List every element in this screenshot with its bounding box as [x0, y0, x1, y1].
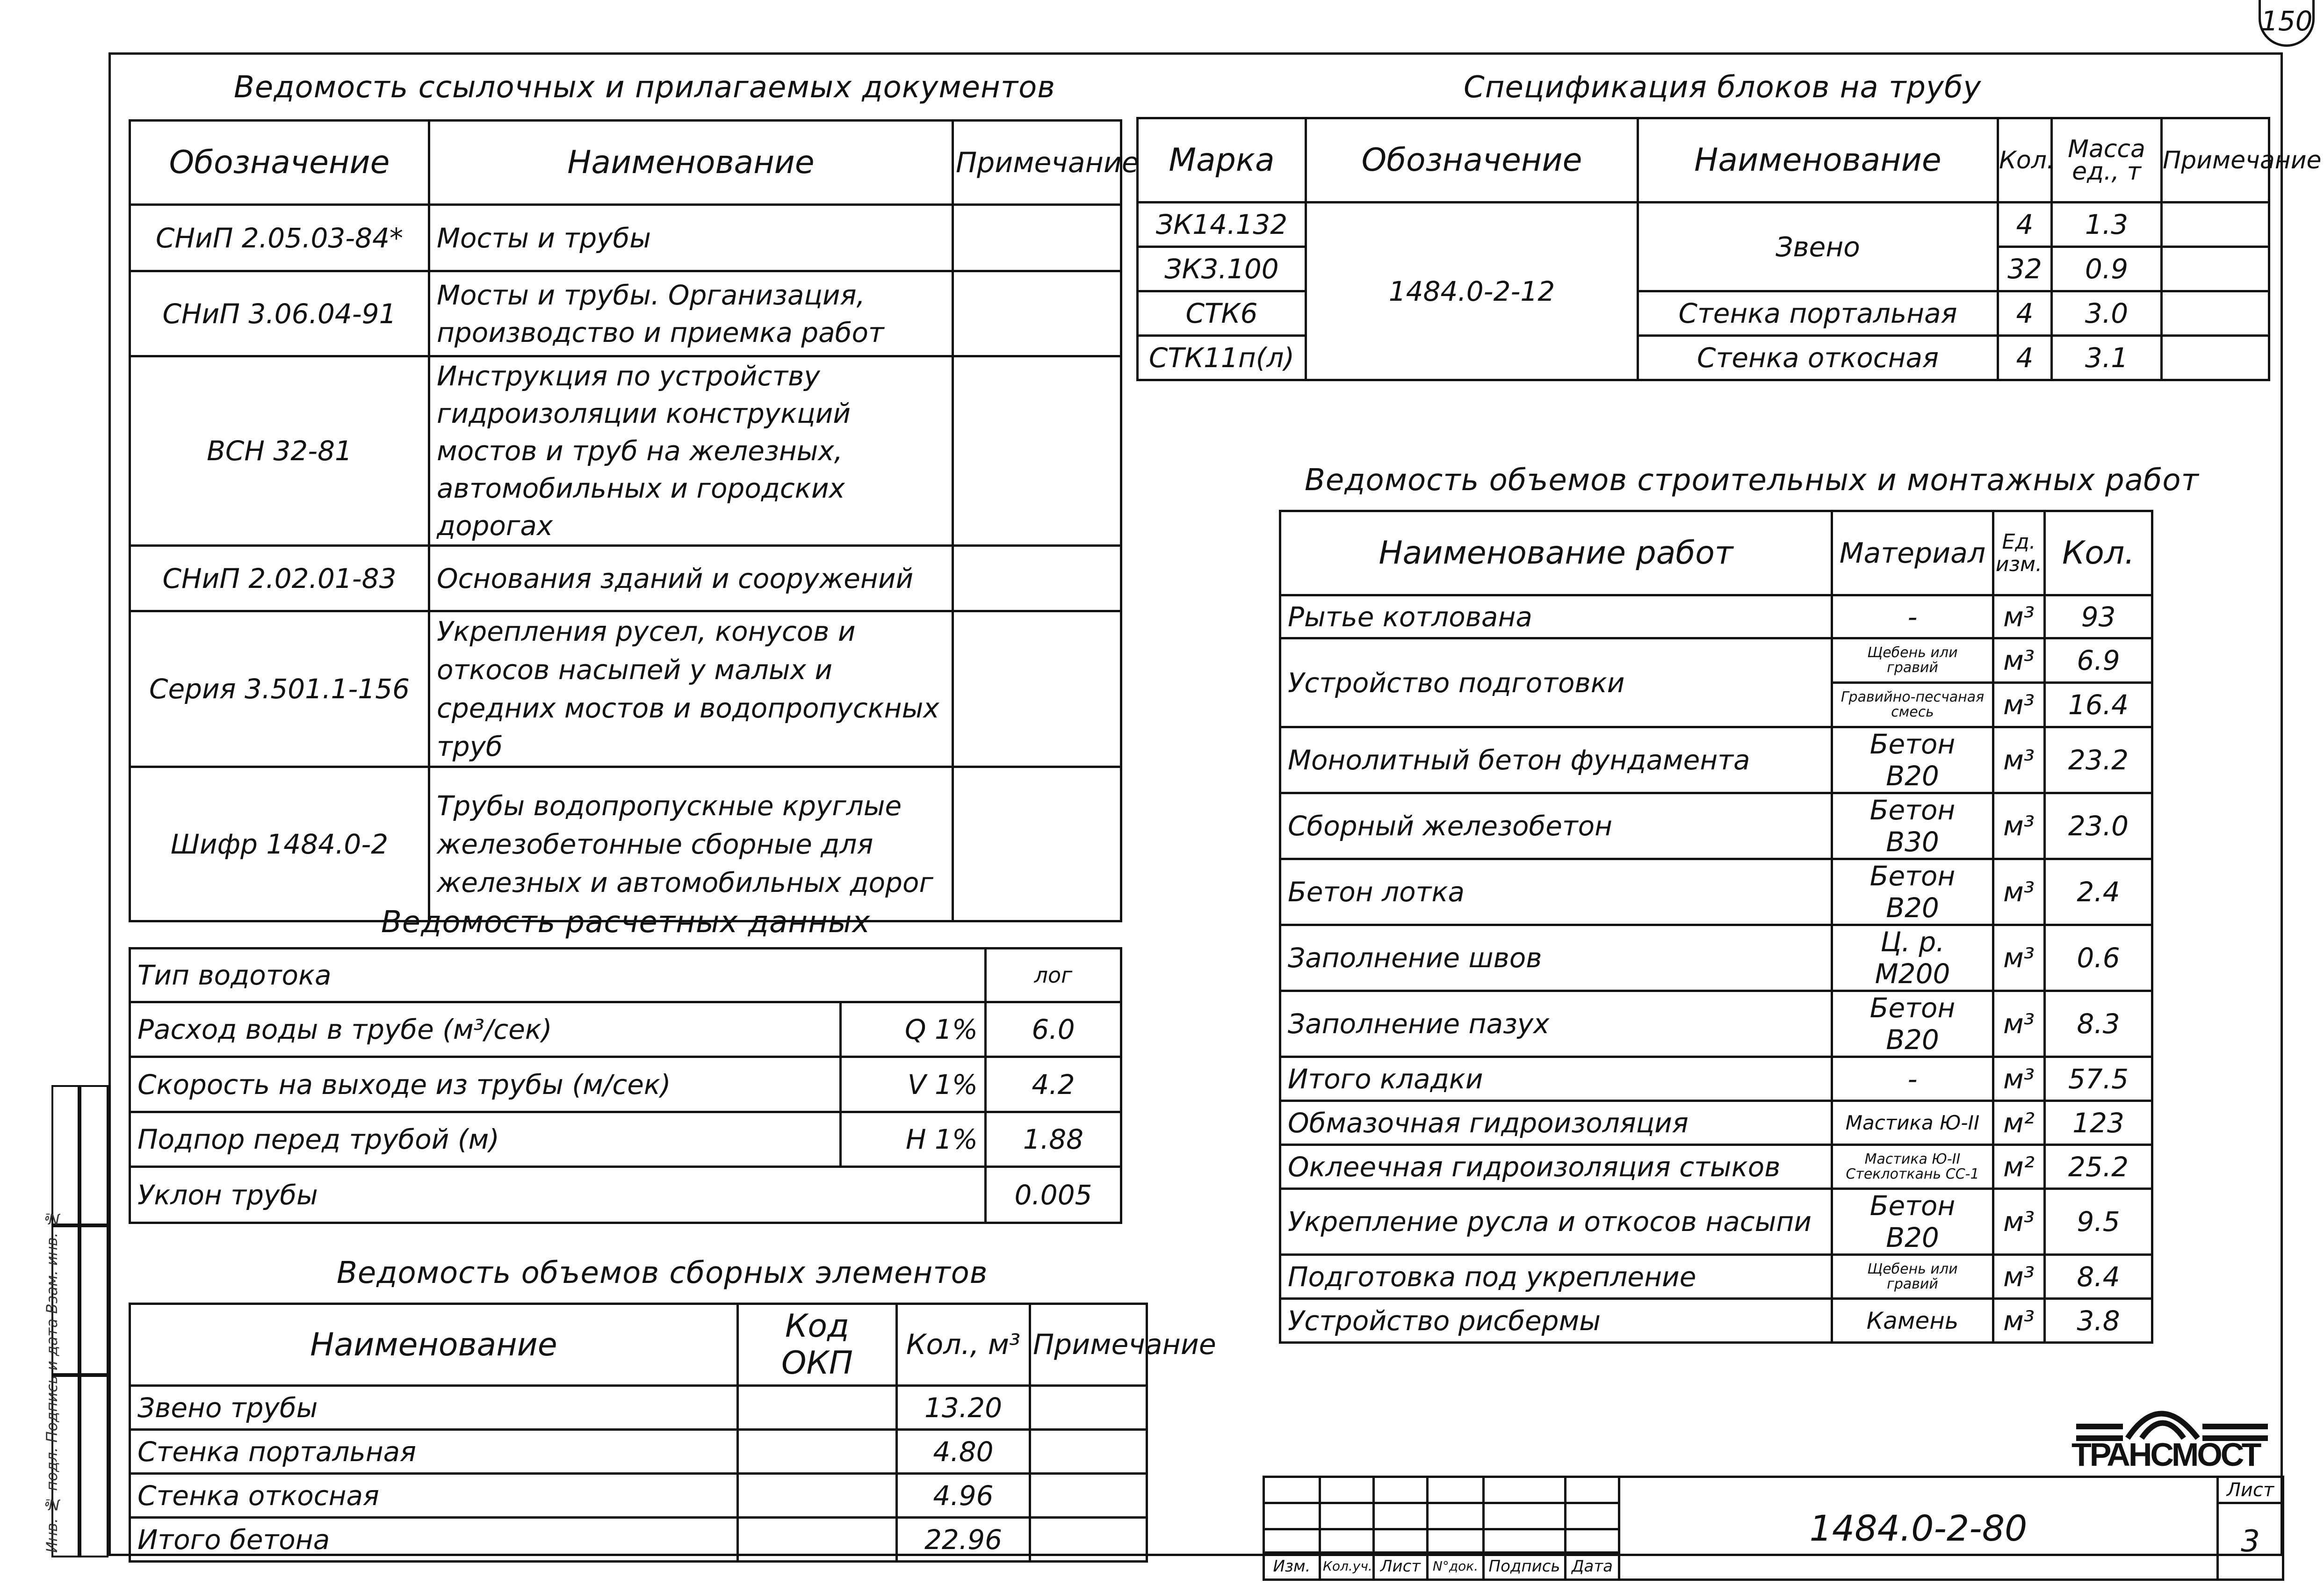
spec-note: [2162, 247, 2269, 291]
prefab-note: [1030, 1474, 1147, 1518]
table-row: [1280, 793, 2152, 859]
work-unit: м³: [1993, 793, 2045, 859]
spec-name: Стенка откосная: [1638, 336, 1998, 380]
table-row: [1280, 638, 2152, 683]
work-unit: м²: [1993, 1101, 2045, 1145]
work-name: Бетон лотка: [1280, 859, 1832, 925]
tb-col-koluch: Кол.уч.: [1320, 1553, 1374, 1580]
calc-table: [129, 947, 1122, 1224]
calc-value: 4.2: [986, 1057, 1121, 1112]
table-row: [130, 1474, 1147, 1518]
spec-qty: 4: [1998, 203, 2052, 247]
spec-table: [1136, 117, 2322, 381]
table-row: [1280, 1299, 2152, 1343]
prefab-header-okp: Код ОКП: [738, 1304, 897, 1386]
work-material: Щебень или гравий: [1832, 638, 1993, 683]
table-row: [1280, 1145, 2152, 1189]
sheet-value: 3: [2218, 1503, 2283, 1580]
table-row: [1280, 1255, 2152, 1299]
works-header-material: Материал: [1832, 511, 1993, 595]
prefab-name: Итого бетона: [130, 1518, 738, 1562]
ref-name: Инструкция по устройству гидроизоляции конструкций мостов и труб на железных, автомобильных и городских дорогах: [429, 356, 953, 546]
tb-col-data: Дата: [1566, 1553, 1619, 1580]
works-header-qty: Кол.: [2045, 511, 2152, 595]
work-qty: 3.8: [2045, 1299, 2152, 1343]
work-material: Камень: [1832, 1299, 1993, 1343]
work-name: Сборный железобетон: [1280, 793, 1832, 859]
prefab-header-name: Наименование: [130, 1304, 738, 1386]
work-unit: м³: [1993, 595, 2045, 638]
prefab-note: [1030, 1518, 1147, 1562]
table-row: [1280, 1101, 2152, 1145]
work-name: Устройство рисбермы: [1280, 1299, 1832, 1343]
ref-name: Укрепления русел, конусов и откосов насыпей у малых и средних мостов и водопропускных труб: [429, 611, 953, 767]
calc-label: Подпор перед трубой (м): [130, 1112, 841, 1167]
ref-code: СНиП 2.05.03-84*: [130, 205, 429, 271]
ref-name: Основания зданий и сооружений: [429, 546, 953, 611]
ref-note: [953, 767, 1121, 921]
prefab-note: [1030, 1430, 1147, 1474]
work-unit: м³: [1993, 1299, 2045, 1343]
refs-title: Ведомость ссылочных и прилагаемых документов: [234, 70, 1055, 105]
table-row: [1280, 595, 2152, 638]
refs-header-note: Примечание: [953, 121, 1121, 205]
spec-name: Стенка портальная: [1638, 291, 1998, 336]
spec-note: [2162, 291, 2269, 336]
tb-col-list: Лист: [1374, 1553, 1428, 1580]
work-qty: 23.0: [2045, 793, 2152, 859]
ref-code: СНиП 3.06.04-91: [130, 271, 429, 356]
spec-header-name: Наименование: [1638, 118, 1998, 203]
work-material: Мастика Ю-II: [1832, 1101, 1993, 1145]
calc-symbol: Q 1%: [841, 1002, 986, 1057]
spec-header-note: Примечание: [2162, 118, 2269, 203]
prefab-okp: [738, 1518, 897, 1562]
table-row: [130, 1167, 1121, 1223]
spec-mark: ЗК14.132: [1138, 203, 1306, 247]
calc-value: 0.005: [986, 1167, 1121, 1223]
refs-header-name: Наименование: [429, 121, 953, 205]
calc-label: Тип водотока: [130, 949, 986, 1002]
work-name: Рытье котлована: [1280, 595, 1832, 638]
work-material: Бетон В20: [1832, 859, 1993, 925]
prefab-qty: 4.80: [897, 1430, 1030, 1474]
work-qty: 6.9: [2045, 638, 2152, 683]
prefab-header-qty: Кол., м³: [897, 1304, 1030, 1386]
work-name: Укрепление русла и откосов насыпи: [1280, 1189, 1832, 1255]
calc-label: Скорость на выходе из трубы (м/сек): [130, 1057, 841, 1112]
calc-value: 6.0: [986, 1002, 1121, 1057]
work-name: Заполнение швов: [1280, 925, 1832, 991]
work-unit: м³: [1993, 683, 2045, 727]
prefab-name: Звено трубы: [130, 1386, 738, 1430]
table-row: [130, 205, 1121, 271]
spec-mass: 1.3: [2052, 203, 2162, 247]
work-qty: 93: [2045, 595, 2152, 638]
spec-header-designation: Обозначение: [1306, 118, 1638, 203]
work-unit: м²: [1993, 1145, 2045, 1189]
ref-name: Мосты и трубы. Организация, производство и приемка работ: [429, 271, 953, 356]
work-unit: м³: [1993, 638, 2045, 683]
work-qty: 2.4: [2045, 859, 2152, 925]
work-name: Подготовка под укрепление: [1280, 1255, 1832, 1299]
work-unit: м³: [1993, 925, 2045, 991]
work-material: Бетон В20: [1832, 1189, 1993, 1255]
refs-header-code: Обозначение: [130, 121, 429, 205]
drawing-code: 1484.0-2-80: [1619, 1477, 2218, 1580]
prefab-header-note: Примечание: [1030, 1304, 1147, 1386]
work-qty: 9.5: [2045, 1189, 2152, 1255]
prefab-okp: [738, 1386, 897, 1430]
calc-label: Расход воды в трубе (м³/сек): [130, 1002, 841, 1057]
ref-code: ВСН 32-81: [130, 356, 429, 546]
table-row: [130, 546, 1121, 611]
table-row: [1280, 925, 2152, 991]
spec-qty: 32: [1998, 247, 2052, 291]
table-row: [130, 1057, 1121, 1112]
table-row: [1280, 1057, 2152, 1101]
prefab-qty: 22.96: [897, 1518, 1030, 1562]
work-qty: 25.2: [2045, 1145, 2152, 1189]
table-row: [1280, 1189, 2152, 1255]
spec-mass: 3.0: [2052, 291, 2162, 336]
works-header-name: Наименование работ: [1280, 511, 1832, 595]
spec-title: Спецификация блоков на трубу: [1464, 70, 1982, 105]
work-unit: м³: [1993, 1255, 2045, 1299]
work-name: Обмазочная гидроизоляция: [1280, 1101, 1832, 1145]
work-material: Мастика Ю-II Стеклоткань СС-1: [1832, 1145, 1993, 1189]
table-row: [1280, 727, 2152, 793]
spec-mass: 0.9: [2052, 247, 2162, 291]
side-stamp-text: Инв. № подл. Подпись и дата Взам. инв. №: [43, 1210, 61, 1553]
spec-mark: СТК11п(л): [1138, 336, 1306, 380]
prefab-table: [129, 1303, 1216, 1563]
prefab-okp: [738, 1430, 897, 1474]
table-row: [130, 1386, 1147, 1430]
prefab-title: Ведомость объемов сборных элементов: [337, 1256, 988, 1290]
spec-mass: 3.1: [2052, 336, 2162, 380]
calc-label: Уклон трубы: [130, 1167, 986, 1223]
spec-header-mark: Марка: [1138, 118, 1306, 203]
calc-value: 1.88: [986, 1112, 1121, 1167]
spec-mark: ЗК3.100: [1138, 247, 1306, 291]
work-qty: 8.4: [2045, 1255, 2152, 1299]
table-row: [130, 611, 1121, 767]
spec-note: [2162, 203, 2269, 247]
calc-title: Ведомость расчетных данных: [381, 905, 871, 940]
table-row: [130, 1518, 1147, 1562]
sheet-corner-number: 150: [2259, 0, 2315, 47]
prefab-qty: 13.20: [897, 1386, 1030, 1430]
work-name: Итого кладки: [1280, 1057, 1832, 1101]
tb-col-ndok: N°док.: [1428, 1553, 1484, 1580]
spec-qty: 4: [1998, 291, 2052, 336]
work-unit: м³: [1993, 1189, 2045, 1255]
ref-note: [953, 356, 1121, 546]
works-title: Ведомость объемов строительных и монтажных работ: [1305, 463, 2199, 498]
refs-table: [129, 119, 1139, 922]
prefab-name: Стенка портальная: [130, 1430, 738, 1474]
work-material: Щебень или гравий: [1832, 1255, 1993, 1299]
spec-name: Звено: [1638, 203, 1998, 291]
ref-code: СНиП 2.02.01-83: [130, 546, 429, 611]
calc-symbol: H 1%: [841, 1112, 986, 1167]
work-name: Оклеечная гидроизоляция стыков: [1280, 1145, 1832, 1189]
work-material: Гравийно-песчаная смесь: [1832, 683, 1993, 727]
spec-header-qty: Кол.: [1998, 118, 2052, 203]
work-unit: м³: [1993, 727, 2045, 793]
ref-code: Серия 3.501.1-156: [130, 611, 429, 767]
tb-col-podpis: Подпись: [1484, 1553, 1566, 1580]
spec-header-mass: Масса ед., т: [2052, 118, 2162, 203]
work-material: Ц. р. М200: [1832, 925, 1993, 991]
spec-mark: СТК6: [1138, 291, 1306, 336]
spec-designation: 1484.0-2-12: [1306, 203, 1638, 380]
work-qty: 57.5: [2045, 1057, 2152, 1101]
work-material: -: [1832, 1057, 1993, 1101]
works-header-unit: Ед. изм.: [1993, 511, 2045, 595]
table-row: [130, 949, 1121, 1002]
prefab-qty: 4.96: [897, 1474, 1030, 1518]
logo-text: ТРАНСМОСТ: [2071, 1436, 2260, 1473]
table-row: [130, 1112, 1121, 1167]
work-unit: м³: [1993, 859, 2045, 925]
work-qty: 23.2: [2045, 727, 2152, 793]
ref-note: [953, 271, 1121, 356]
work-unit: м³: [1993, 1057, 2045, 1101]
work-name: Монолитный бетон фундамента: [1280, 727, 1832, 793]
title-block: [1263, 1476, 2284, 1581]
work-material: Бетон В20: [1832, 991, 1993, 1057]
table-row: [130, 356, 1121, 546]
table-row: [1138, 203, 2269, 247]
prefab-note: [1030, 1386, 1147, 1430]
table-row: [130, 767, 1121, 921]
work-material: Бетон В30: [1832, 793, 1993, 859]
work-name: Заполнение пазух: [1280, 991, 1832, 1057]
table-row: [1280, 859, 2152, 925]
spec-note: [2162, 336, 2269, 380]
calc-symbol: V 1%: [841, 1057, 986, 1112]
work-qty: 8.3: [2045, 991, 2152, 1057]
ref-note: [953, 611, 1121, 767]
work-unit: м³: [1993, 991, 2045, 1057]
work-name: Устройство подготовки: [1280, 638, 1832, 727]
prefab-okp: [738, 1474, 897, 1518]
table-row: [1280, 991, 2152, 1057]
work-qty: 16.4: [2045, 683, 2152, 727]
calc-value: лог: [986, 949, 1121, 1002]
table-row: [130, 1430, 1147, 1474]
spec-qty: 4: [1998, 336, 2052, 380]
table-row: [130, 1002, 1121, 1057]
ref-name: Трубы водопропускные круглые железобетонные сборные для железных и автомобильных дорог: [429, 767, 953, 921]
work-material: Бетон В20: [1832, 727, 1993, 793]
ref-note: [953, 205, 1121, 271]
tb-col-izm: Изм.: [1264, 1553, 1320, 1580]
work-qty: 0.6: [2045, 925, 2152, 991]
table-row: [130, 271, 1121, 356]
work-material: -: [1832, 595, 1993, 638]
work-qty: 123: [2045, 1101, 2152, 1145]
works-table: [1279, 510, 2153, 1344]
ref-name: Мосты и трубы: [429, 205, 953, 271]
sheet-label: Лист: [2218, 1477, 2283, 1503]
ref-note: [953, 546, 1121, 611]
prefab-name: Стенка откосная: [130, 1474, 738, 1518]
ref-code: Шифр 1484.0-2: [130, 767, 429, 921]
